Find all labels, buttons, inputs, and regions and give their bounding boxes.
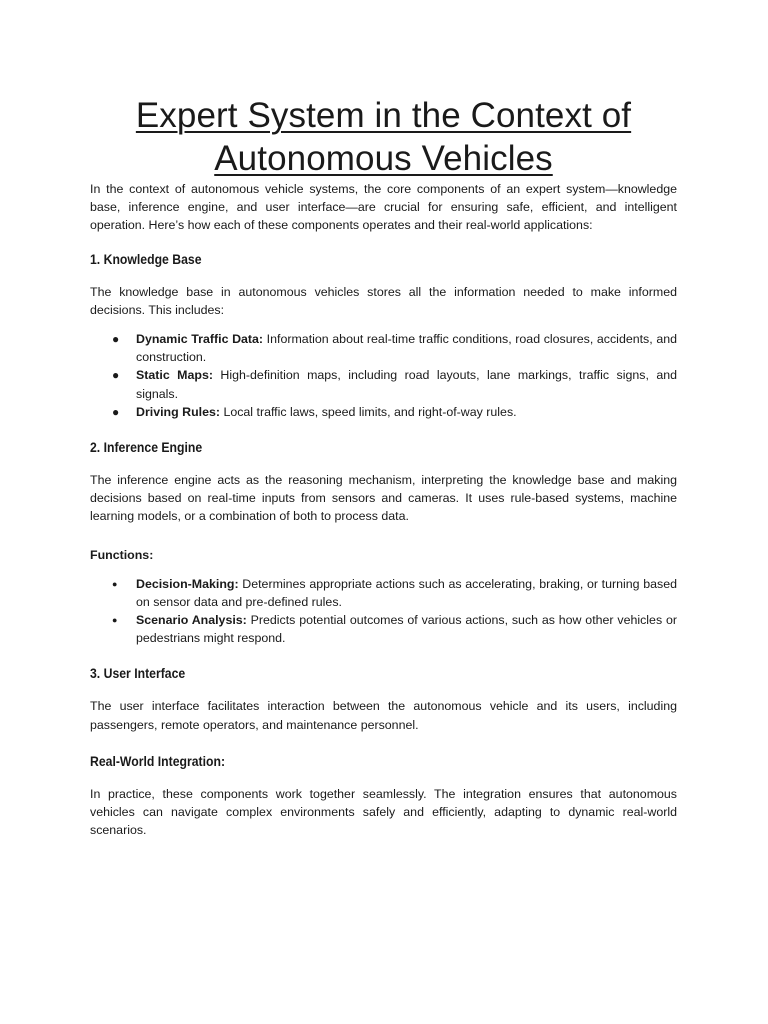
title-line-1: Expert System in the Context of <box>135 96 632 135</box>
inference-engine-paragraph: The inference engine acts as the reasoning mechanism, interpreting the knowledge base and making decisions based on real-time inputs from sensors and cameras. It uses rule-based systems, machine learning models, or a combination of both to process data. <box>90 473 677 524</box>
list-item-text: Determines appropriate actions such as accelerating, braking, or turning based on sensor data and pre-defined rules. <box>136 576 677 609</box>
list-item-text: Predicts potential outcomes of various actions, such as how other vehicles or pedestrians might respond. <box>136 613 677 646</box>
list-item-label: Static Maps: <box>136 368 213 383</box>
list-item <box>90 403 677 421</box>
real-world-integration-paragraph: In practice, these components work together seamlessly. The integration ensures that autonomous vehicles can navigate complex environments safely and efficiently, adapting to dynamic real-world scenarios. <box>90 786 677 838</box>
bullet-icon: ● <box>112 368 120 383</box>
list-item <box>90 330 677 366</box>
title-line-2: Autonomous Vehicles <box>214 139 553 178</box>
list-item <box>90 611 677 647</box>
section-heading-real-world-integration: Real-World Integration: <box>90 753 226 769</box>
list-item-label: Driving Rules: <box>136 404 220 419</box>
list-item <box>90 575 677 611</box>
bullet-icon: ● <box>112 404 120 419</box>
user-interface-paragraph: The user interface facilitates interaction between the autonomous vehicle and its users, including passengers, remote operators, and maintenance personnel. <box>90 699 677 732</box>
section-heading-knowledge-base: 1. Knowledge Base <box>90 251 202 267</box>
list-item <box>90 366 677 402</box>
knowledge-base-list <box>90 330 677 421</box>
section-heading-user-interface: 3. User Interface <box>90 666 186 682</box>
list-item-label: Dynamic Traffic Data: <box>136 332 264 347</box>
bullet-icon: ● <box>112 578 118 589</box>
inference-engine-list <box>90 575 677 648</box>
bullet-icon: ● <box>112 332 120 347</box>
bullet-icon: ● <box>112 615 118 626</box>
list-item-label: Scenario Analysis: <box>136 613 247 628</box>
page-title <box>90 0 677 180</box>
list-item-text: High-definition maps, including road layouts, lane markings, traffic signs, and signals. <box>136 368 677 401</box>
intro-paragraph: In the context of autonomous vehicle systems, the core components of an expert system—knowledge base, inference engine, and user interface—are crucial for ensuring safe, efficient, and intelligent operation. Here’s how each of these components operates and their real-world applications: <box>90 182 677 233</box>
list-item-label: Decision-Making: <box>136 576 239 591</box>
section-heading-inference-engine: 2. Inference Engine <box>90 440 203 456</box>
list-item-text: Local traffic laws, speed limits, and right-of-way rules. <box>220 404 517 419</box>
functions-label: Functions: <box>90 547 154 562</box>
knowledge-base-paragraph: The knowledge base in autonomous vehicles stores all the information needed to make informed decisions. This includes: <box>90 284 677 317</box>
list-item-text: Information about real-time traffic conditions, road closures, accidents, and construction. <box>136 332 677 365</box>
